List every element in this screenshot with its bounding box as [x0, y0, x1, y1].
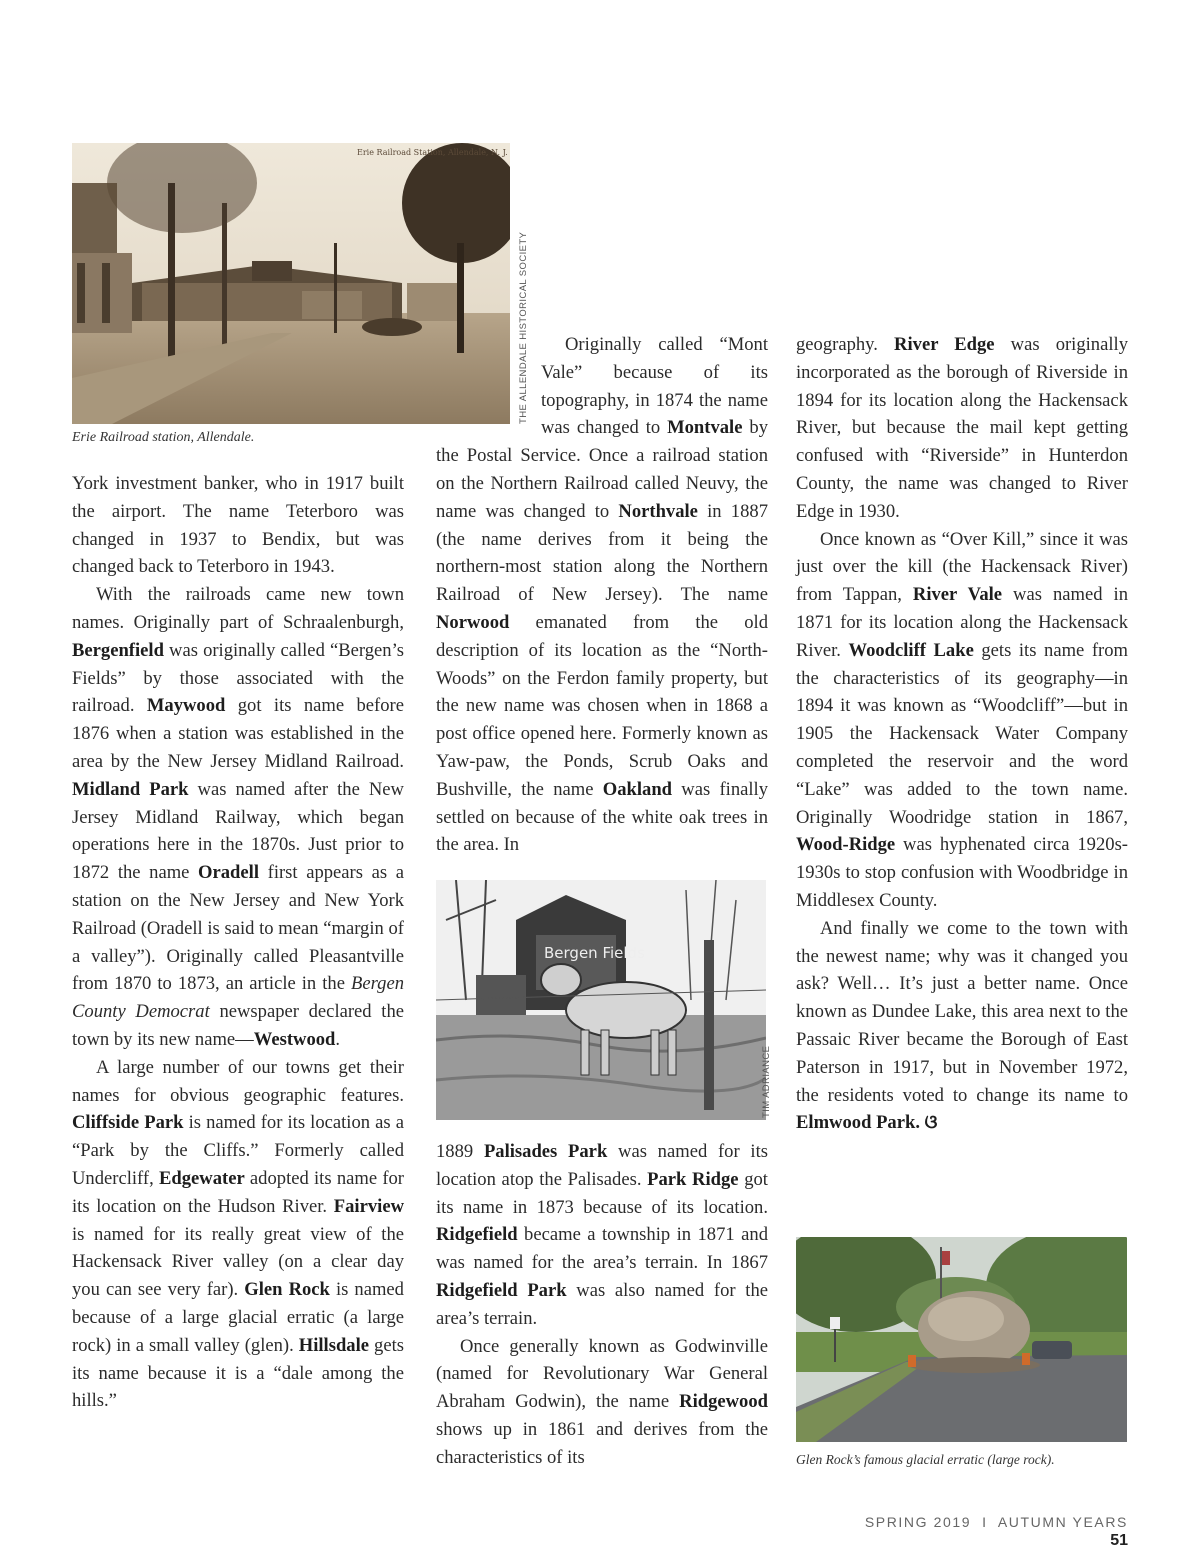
text-run: And finally we come to the town with the newest name; why was it changed you ask? Well… It’s just a better name. Once known as Dundee Lake, this area next to the Passaic River became the Borough of East Paterson in 1917, but in November 1972, the residents voted to change its name to: [796, 917, 1128, 1106]
col2-paragraph-2: [436, 1138, 768, 1333]
col1-paragraph-3: [72, 1054, 404, 1415]
text-run: York investment banker, who in 1917 built the airport. The name Teterboro was changed in 1937 to Bendix, but was changed back to Teterboro in 1943.: [72, 473, 404, 578]
text-run: is named because of a large glacial erratic (a large rock) in a small valley (glen).: [72, 1279, 404, 1356]
town-name: Oakland: [602, 778, 672, 800]
text-run: geography.: [796, 334, 895, 355]
col3-paragraph-2: [796, 526, 1128, 915]
text-run: is named for its really great view of the Hackensack River valley (on a clear day you can see very far).: [72, 1223, 404, 1301]
col3-paragraph-1: [796, 331, 1128, 526]
article-column-2: [436, 331, 768, 859]
text-run: Once known as “Over Kill,” since it was just over the kill (the Hackensack River) from Tappan,: [796, 528, 1128, 606]
barn-sign-text: Bergen Fields: [544, 944, 645, 962]
glen-rock-photo: [796, 1237, 1127, 1442]
town-name: Midland Park: [72, 778, 189, 800]
text-run: A large number of our towns get their names for obvious geographic features.: [72, 1056, 404, 1106]
text-run: was named for its location atop the Palisades.: [436, 1141, 768, 1190]
text-run: was also named for the area’s terrain.: [436, 1279, 768, 1329]
text-run: With the railroads came new town names. Originally part of Schraalenburgh,: [72, 584, 404, 633]
article-column-2-lower: [436, 1138, 768, 1472]
col2-float-spacer: [436, 331, 541, 442]
town-name: Ridgewood: [679, 1391, 768, 1413]
text-run: was named after the New Jersey Midland Railway, which began operations here in the 1870s. Just prior to 1872 the name: [72, 778, 404, 884]
town-name: River Vale: [912, 584, 1003, 606]
town-name: Ridgefield Park: [436, 1279, 567, 1301]
town-name: River Edge: [894, 334, 995, 355]
text-run: became a township in 1871 and was named for the area’s terrain. In 1867: [436, 1224, 768, 1274]
text-run: was named in 1871 for its location along the Hackensack River.: [796, 584, 1128, 661]
town-name: Fairview: [333, 1195, 404, 1217]
town-name: Palisades Park: [483, 1141, 608, 1162]
col1-paragraph-2: [72, 581, 404, 1054]
text-run: gets its name from the characteristics of its geography—in 1894 it was known as “Woodcliff”—but in 1905 the Hackensack Water Company completed the reservoir and the word “Lake” was added to the town name. Originally Woodridge station in 1867,: [796, 639, 1128, 828]
text-run: Originally called “Mont Vale” because of its topography, in 1874 the name was changed to: [541, 334, 768, 439]
station-photo-caption: Erie Railroad station, Allendale.: [72, 430, 255, 445]
text-run: emanated from the old description of its location as the “North-Woods” on the Ferdon family property, but the new name was chosen when in 1868 a post office opened here. Formerly known as Yaw-paw, the Ponds, Scrub Oaks and Bushville, the name: [436, 611, 768, 800]
text-run: was hyphenated circa 1920s-1930s to stop confusion with Woodbridge in Middlesex County.: [796, 834, 1128, 911]
text-run: got its name in 1873 because of its location.: [436, 1168, 768, 1218]
town-name: Edgewater: [158, 1167, 245, 1189]
town-name: Norwood: [436, 611, 510, 633]
text-run: was finally settled on because of the white oak trees in the area. In: [436, 778, 769, 856]
text-run: by the Postal Service. Once a railroad station on the Northern Railroad called Neuvy, the name was changed to: [436, 417, 768, 522]
text-run: first appears as a station on the New Jersey and New York Railroad (Oradell is said to mean “margin of a valley”). Originally called Pleasantville from 1870 to 1873, an article in the: [72, 862, 404, 995]
town-name: Glen Rock: [244, 1279, 330, 1301]
text-run: newspaper declared the town by its new name—: [72, 1001, 404, 1050]
town-name: Bergenfield: [72, 639, 164, 661]
text-run: was originally incorporated as the borough of Riverside in 1894 for its location along the Hackensack River, but because the mail kept getting confused with “Riverside” in Hunterdon County, the name was changed to River Edge in 1930.: [796, 334, 1128, 522]
text-run: got its name before 1876 when a station was established in the area by the New Jersey Midland Railroad.: [72, 695, 404, 772]
town-name: Cliffside Park: [72, 1112, 184, 1134]
cow-photo-credit: TIM ADRIANCE: [761, 1045, 772, 1118]
col2-paragraph-3: [436, 1333, 768, 1472]
station-photo-credit: THE ALLENDALE HISTORICAL SOCIETY: [518, 231, 529, 424]
town-name: Hillsdale: [298, 1334, 370, 1356]
article-column-3: [796, 331, 1128, 1137]
town-name: Montvale: [667, 417, 743, 439]
text-run: was originally called “Bergen’s Fields” by those associated with the railroad.: [72, 639, 404, 717]
town-name: Westwood: [253, 1028, 336, 1050]
text-run: adopted its name for its location on the Hudson River.: [72, 1167, 404, 1217]
col3-paragraph-3: [796, 915, 1128, 1137]
article-column-1: [72, 470, 404, 1415]
station-sign-text: Erie Railroad Station, Allendale, N. J.: [357, 148, 508, 157]
cow-illustration: [436, 880, 766, 1120]
town-name: Elmwood Park.: [796, 1112, 920, 1134]
town-name: Ridgefield: [436, 1224, 518, 1246]
text-run: .: [335, 1028, 341, 1050]
text-run: in 1887 (the name derives from it being the northern-most station along the Northern Railroad of New Jersey). The name: [436, 500, 768, 606]
town-name: ଓ: [924, 1112, 938, 1134]
town-name: Maywood: [146, 695, 226, 717]
bergen-fields-cow-photo: [436, 880, 766, 1120]
town-name: Park Ridge: [647, 1168, 739, 1190]
publication-title: Bergen County Democrat: [72, 973, 404, 1023]
glen-rock-illustration: [796, 1237, 1127, 1442]
town-name: Wood-Ridge: [796, 834, 896, 856]
town-name: Oradell: [198, 862, 259, 884]
text-run: 1889: [436, 1141, 484, 1162]
text-run: gets its name because it is a “dale among the hills.”: [72, 1334, 404, 1412]
footer-issue-label: SPRING 2019 I AUTUMN YEARS: [864, 1514, 1128, 1530]
town-name: Woodcliff Lake: [848, 639, 974, 661]
page-number: 51: [1110, 1532, 1128, 1549]
text-run: is named for its location as a “Park by the Cliffs.” Formerly called Undercliff,: [72, 1112, 404, 1189]
text-run: shows up in 1861 and derives from the characteristics of its: [436, 1418, 768, 1468]
page-footer: [850, 1514, 1128, 1550]
col1-paragraph-1: [72, 470, 404, 581]
glen-rock-photo-caption: Glen Rock’s famous glacial erratic (large rock).: [796, 1452, 1055, 1467]
text-run: Once generally known as Godwinville (named for Revolutionary War General Abraham Godwin), the name: [436, 1335, 768, 1413]
town-name: Northvale: [618, 500, 698, 522]
